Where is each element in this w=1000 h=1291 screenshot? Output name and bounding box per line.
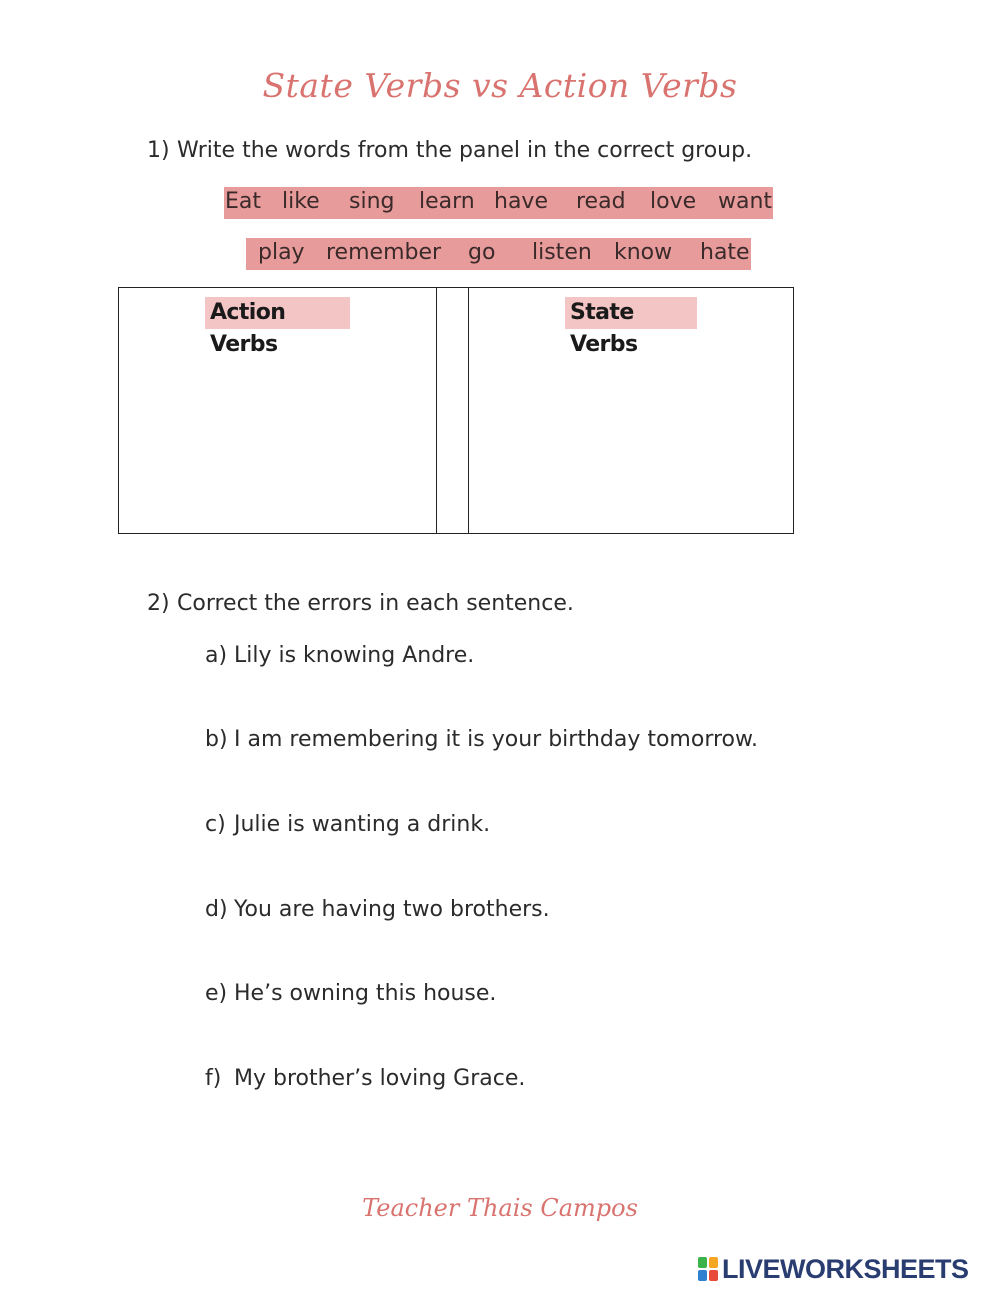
author-signature: Teacher Thais Campos	[362, 1194, 638, 1222]
table-divider-column	[436, 287, 469, 534]
brand-name: LIVEWORKSHEETS	[722, 1253, 969, 1284]
word-chip[interactable]: have	[494, 189, 548, 214]
state-verbs-header: State Verbs	[565, 297, 697, 329]
sentence-item	[205, 1066, 525, 1091]
question-1-text: Write the words from the panel in the correct group.	[177, 138, 753, 163]
sentence-letter: e)	[205, 981, 228, 1006]
question-2	[147, 591, 574, 616]
sentence-item	[205, 727, 758, 752]
sentence-item	[205, 643, 474, 668]
word-chip[interactable]: remember	[326, 240, 442, 265]
question-1-number: 1)	[147, 138, 170, 163]
word-chip[interactable]: know	[614, 240, 673, 265]
sentence-text: I am remembering it is your birthday tomorrow.	[234, 727, 758, 752]
sentence-item	[205, 812, 490, 837]
sentence-item	[205, 897, 550, 922]
word-chip[interactable]: read	[576, 189, 626, 214]
word-chip[interactable]: listen	[532, 240, 592, 265]
question-1	[147, 138, 752, 163]
sentence-text: He’s owning this house.	[234, 981, 497, 1006]
word-chip[interactable]: love	[650, 189, 697, 214]
sentence-text: You are having two brothers.	[234, 897, 550, 922]
question-2-number: 2)	[147, 591, 170, 616]
sentence-text: Lily is knowing Andre.	[234, 643, 475, 668]
word-chip[interactable]: sing	[349, 189, 395, 214]
sentence-item	[205, 981, 496, 1006]
word-chip[interactable]: learn	[419, 189, 475, 214]
sentence-letter: f)	[205, 1066, 222, 1091]
sentence-text: Julie is wanting a drink.	[234, 812, 491, 837]
sentence-letter: d)	[205, 897, 228, 922]
sentence-letter: a)	[205, 643, 228, 668]
sentence-text: My brother’s loving Grace.	[234, 1066, 526, 1091]
word-chip[interactable]: Eat	[225, 189, 262, 214]
word-panel-row-2	[246, 238, 751, 270]
question-2-text: Correct the errors in each sentence.	[177, 591, 574, 616]
word-chip[interactable]: want	[718, 189, 773, 214]
word-chip[interactable]: play	[258, 240, 305, 265]
action-verbs-header: Action Verbs	[205, 297, 350, 329]
word-chip[interactable]: like	[282, 189, 320, 214]
sentence-letter: c)	[205, 812, 226, 837]
word-panel-row-1	[224, 187, 773, 219]
brand-logo-icon	[697, 1256, 719, 1282]
liveworksheets-logo[interactable]	[697, 1254, 969, 1284]
sentence-letter: b)	[205, 727, 228, 752]
word-chip[interactable]: hate	[700, 240, 750, 265]
word-chip[interactable]: go	[468, 240, 496, 265]
page-title: State Verbs vs Action Verbs	[262, 66, 738, 105]
